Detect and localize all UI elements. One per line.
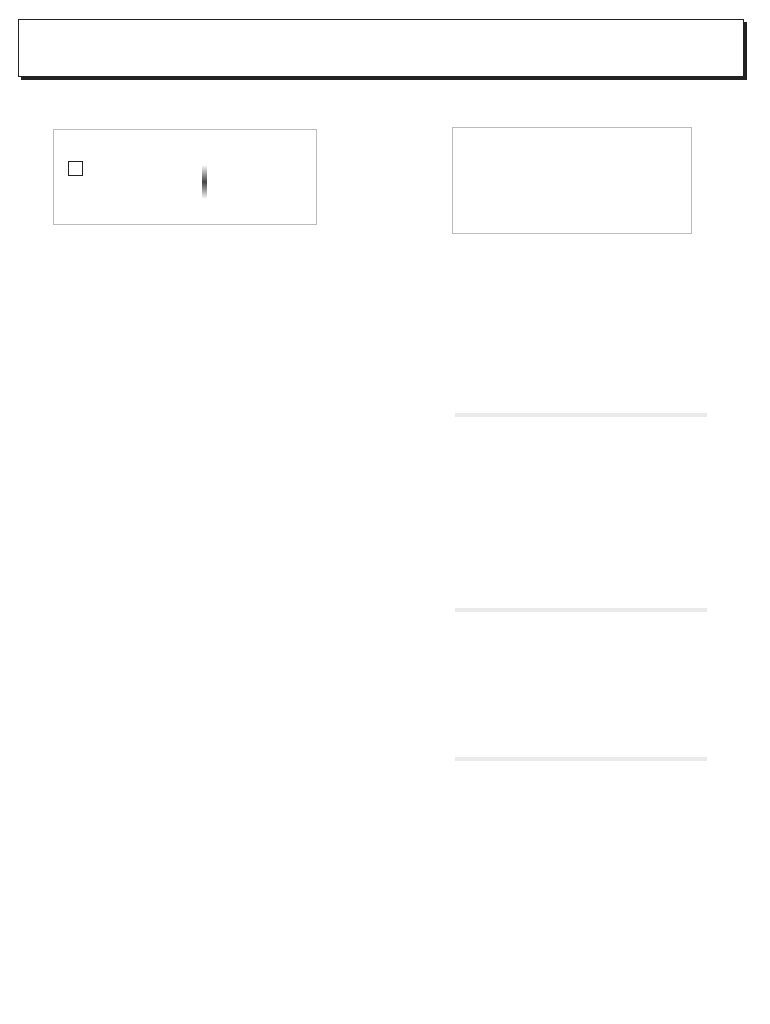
name-row	[461, 130, 464, 141]
error-range-swatch	[202, 165, 207, 199]
correct-sample	[68, 161, 83, 176]
key-not-attempted-row	[68, 203, 93, 214]
student-info-box	[452, 127, 692, 234]
report-header	[18, 19, 744, 77]
scale-ruler	[398, 106, 430, 958]
year-row	[461, 171, 464, 182]
key-correct-row	[68, 161, 95, 179]
level-description-high	[455, 413, 707, 417]
level-description-low	[455, 757, 707, 761]
test-row	[461, 151, 464, 162]
key-incorrect-row	[68, 182, 93, 193]
level-description-mid	[455, 608, 707, 612]
answer-key	[53, 129, 317, 225]
